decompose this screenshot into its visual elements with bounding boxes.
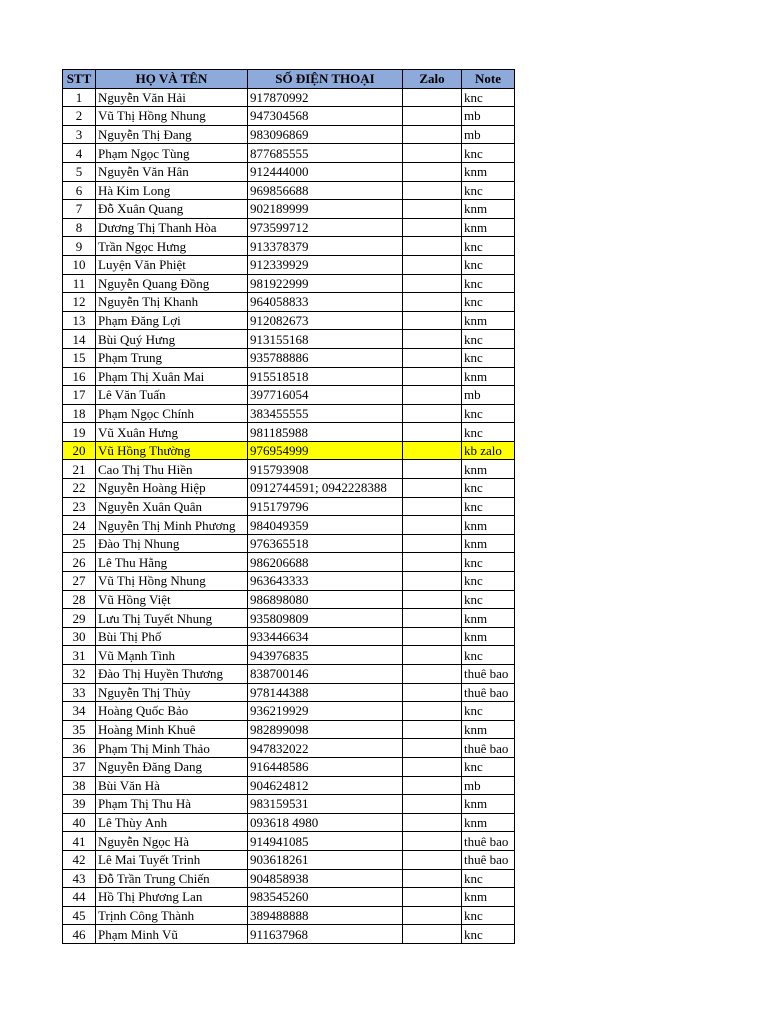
cell-name[interactable]: Nguyễn Thị Đang (96, 125, 248, 144)
cell-name[interactable]: Lê Mai Tuyết Trinh (96, 850, 248, 869)
cell-note[interactable]: knc (462, 497, 515, 516)
cell-note[interactable]: mb (462, 386, 515, 405)
table-row-highlighted (63, 441, 515, 460)
cell-zalo[interactable] (403, 646, 462, 665)
cell-zalo[interactable] (403, 144, 462, 163)
cell-zalo[interactable] (403, 720, 462, 739)
cell-name[interactable]: Nguyễn Thị Thủy (96, 683, 248, 702)
table-row (63, 125, 515, 144)
cell-phone[interactable]: 947832022 (248, 739, 403, 758)
table-row (63, 404, 515, 423)
table-row (63, 888, 515, 907)
cell-stt[interactable]: 12 (63, 293, 96, 312)
cell-stt[interactable]: 2 (63, 107, 96, 126)
cell-phone[interactable]: 912082673 (248, 311, 403, 330)
cell-zalo[interactable] (403, 832, 462, 851)
table-row (63, 497, 515, 516)
cell-phone[interactable]: 963643333 (248, 572, 403, 591)
cell-phone[interactable]: 983545260 (248, 888, 403, 907)
cell-name[interactable]: Nguyễn Thị Minh Phương (96, 516, 248, 535)
table-row (63, 813, 515, 832)
cell-name[interactable]: Nguyễn Văn Hải (96, 88, 248, 107)
cell-zalo[interactable] (403, 906, 462, 925)
cell-phone[interactable]: 976954999 (248, 441, 403, 460)
cell-name[interactable]: Bùi Quý Hưng (96, 330, 248, 349)
cell-stt[interactable]: 44 (63, 888, 96, 907)
cell-zalo[interactable] (403, 107, 462, 126)
cell-stt[interactable]: 3 (63, 125, 96, 144)
cell-name[interactable]: Vũ Mạnh Tình (96, 646, 248, 665)
cell-zalo[interactable] (403, 293, 462, 312)
cell-phone[interactable]: 902189999 (248, 200, 403, 219)
cell-name[interactable]: Đào Thị Nhung (96, 534, 248, 553)
cell-name[interactable]: Hoàng Minh Khuê (96, 720, 248, 739)
cell-name[interactable]: Nguyễn Văn Hân (96, 162, 248, 181)
cell-note[interactable]: knc (462, 293, 515, 312)
cell-zalo[interactable] (403, 776, 462, 795)
cell-note[interactable]: mb (462, 776, 515, 795)
table-row (63, 330, 515, 349)
cell-note[interactable]: knm (462, 534, 515, 553)
cell-stt[interactable]: 5 (63, 162, 96, 181)
cell-zalo[interactable] (403, 311, 462, 330)
cell-stt[interactable]: 19 (63, 423, 96, 442)
cell-stt[interactable]: 4 (63, 144, 96, 163)
table-row (63, 237, 515, 256)
cell-phone[interactable]: 904858938 (248, 869, 403, 888)
table-row (63, 553, 515, 572)
table-row (63, 88, 515, 107)
cell-note[interactable]: knc (462, 757, 515, 776)
cell-note[interactable]: knc (462, 423, 515, 442)
cell-phone[interactable]: 964058833 (248, 293, 403, 312)
cell-note[interactable]: knm (462, 795, 515, 814)
cell-note[interactable]: knc (462, 553, 515, 572)
cell-note[interactable]: knc (462, 88, 515, 107)
cell-name[interactable]: Nguyễn Ngọc Hà (96, 832, 248, 851)
cell-name[interactable]: Phạm Đăng Lợi (96, 311, 248, 330)
cell-name[interactable]: Đỗ Xuân Quang (96, 200, 248, 219)
table-row (63, 516, 515, 535)
cell-stt[interactable]: 7 (63, 200, 96, 219)
cell-phone[interactable]: 969856688 (248, 181, 403, 200)
cell-note[interactable]: knc (462, 590, 515, 609)
cell-zalo[interactable] (403, 386, 462, 405)
contact-table (62, 69, 515, 944)
cell-note[interactable]: knm (462, 218, 515, 237)
cell-name[interactable]: Dương Thị Thanh Hòa (96, 218, 248, 237)
cell-zalo[interactable] (403, 479, 462, 498)
table-row (63, 386, 515, 405)
cell-zalo[interactable] (403, 441, 462, 460)
table-body (63, 88, 515, 943)
cell-zalo[interactable] (403, 88, 462, 107)
cell-name[interactable]: Hồ Thị Phương Lan (96, 888, 248, 907)
cell-stt[interactable]: 20 (63, 441, 96, 460)
cell-zalo[interactable] (403, 162, 462, 181)
cell-phone[interactable]: 397716054 (248, 386, 403, 405)
cell-stt[interactable]: 38 (63, 776, 96, 795)
table-row (63, 534, 515, 553)
cell-phone[interactable]: 877685555 (248, 144, 403, 163)
cell-note[interactable]: knc (462, 274, 515, 293)
cell-stt[interactable]: 46 (63, 925, 96, 944)
table-row (63, 665, 515, 684)
cell-zalo[interactable] (403, 869, 462, 888)
cell-name[interactable]: Lưu Thị Tuyết Nhung (96, 609, 248, 628)
cell-note[interactable]: knm (462, 609, 515, 628)
cell-zalo[interactable] (403, 348, 462, 367)
cell-phone[interactable]: 916448586 (248, 757, 403, 776)
cell-note[interactable]: knm (462, 367, 515, 386)
cell-stt[interactable]: 25 (63, 534, 96, 553)
cell-note[interactable]: knm (462, 888, 515, 907)
cell-stt[interactable]: 1 (63, 88, 96, 107)
cell-note[interactable]: thuê bao (462, 832, 515, 851)
table-row (63, 925, 515, 944)
cell-phone[interactable]: 935788886 (248, 348, 403, 367)
cell-phone[interactable]: 943976835 (248, 646, 403, 665)
table-row (63, 702, 515, 721)
cell-zalo[interactable] (403, 255, 462, 274)
cell-name[interactable]: Hà Kim Long (96, 181, 248, 200)
cell-stt[interactable]: 43 (63, 869, 96, 888)
cell-note[interactable]: knc (462, 479, 515, 498)
cell-note[interactable]: knc (462, 237, 515, 256)
cell-phone[interactable]: 984049359 (248, 516, 403, 535)
table-row (63, 869, 515, 888)
cell-zalo[interactable] (403, 125, 462, 144)
cell-name[interactable]: Phạm Ngọc Chính (96, 404, 248, 423)
cell-note[interactable]: knm (462, 720, 515, 739)
cell-name[interactable]: Lê Thu Hằng (96, 553, 248, 572)
cell-note[interactable]: knc (462, 144, 515, 163)
table-row (63, 850, 515, 869)
cell-zalo[interactable] (403, 590, 462, 609)
cell-note[interactable]: knm (462, 162, 515, 181)
cell-phone[interactable]: 913378379 (248, 237, 403, 256)
table-row (63, 255, 515, 274)
cell-phone[interactable]: 986206688 (248, 553, 403, 572)
table-row (63, 776, 515, 795)
cell-phone[interactable]: 389488888 (248, 906, 403, 925)
cell-stt[interactable]: 40 (63, 813, 96, 832)
table-row (63, 144, 515, 163)
cell-zalo[interactable] (403, 702, 462, 721)
cell-zalo[interactable] (403, 516, 462, 535)
cell-phone[interactable]: 983159531 (248, 795, 403, 814)
table-row (63, 739, 515, 758)
cell-phone[interactable]: 973599712 (248, 218, 403, 237)
table-row (63, 200, 515, 219)
cell-note[interactable]: knc (462, 869, 515, 888)
cell-stt[interactable]: 39 (63, 795, 96, 814)
table-row (63, 479, 515, 498)
cell-stt[interactable]: 22 (63, 479, 96, 498)
cell-stt[interactable]: 29 (63, 609, 96, 628)
cell-stt[interactable]: 36 (63, 739, 96, 758)
header-phone[interactable]: SỐ ĐIỆN THOẠI (248, 70, 403, 89)
cell-zalo[interactable] (403, 460, 462, 479)
table-row (63, 627, 515, 646)
cell-phone[interactable]: 917870992 (248, 88, 403, 107)
table-row (63, 107, 515, 126)
cell-stt[interactable]: 24 (63, 516, 96, 535)
header-row (63, 70, 515, 89)
cell-zalo[interactable] (403, 237, 462, 256)
cell-stt[interactable]: 30 (63, 627, 96, 646)
table-row (63, 460, 515, 479)
cell-name[interactable]: Phạm Thị Minh Thảo (96, 739, 248, 758)
cell-zalo[interactable] (403, 553, 462, 572)
table-row (63, 367, 515, 386)
cell-phone[interactable]: 838700146 (248, 665, 403, 684)
cell-name[interactable]: Trịnh Công Thành (96, 906, 248, 925)
cell-name[interactable]: Nguyễn Quang Đồng (96, 274, 248, 293)
cell-phone[interactable]: 947304568 (248, 107, 403, 126)
cell-name[interactable]: Phạm Ngọc Tùng (96, 144, 248, 163)
cell-phone[interactable]: 982899098 (248, 720, 403, 739)
cell-stt[interactable]: 26 (63, 553, 96, 572)
cell-name[interactable]: Bùi Văn Hà (96, 776, 248, 795)
table-row (63, 590, 515, 609)
cell-note[interactable]: thuê bao (462, 683, 515, 702)
cell-phone[interactable]: 986898080 (248, 590, 403, 609)
cell-stt[interactable]: 34 (63, 702, 96, 721)
cell-name[interactable]: Nguyễn Xuân Quân (96, 497, 248, 516)
cell-zalo[interactable] (403, 404, 462, 423)
cell-stt[interactable]: 31 (63, 646, 96, 665)
cell-name[interactable]: Lê Văn Tuấn (96, 386, 248, 405)
cell-stt[interactable]: 13 (63, 311, 96, 330)
cell-stt[interactable]: 18 (63, 404, 96, 423)
cell-name[interactable]: Bùi Thị Phố (96, 627, 248, 646)
cell-phone[interactable]: 0912744591; 0942228388 (248, 479, 403, 498)
cell-phone[interactable]: 915179796 (248, 497, 403, 516)
cell-note[interactable]: knc (462, 181, 515, 200)
cell-name[interactable]: Vũ Thị Hồng Nhung (96, 572, 248, 591)
cell-phone[interactable]: 912339929 (248, 255, 403, 274)
cell-stt[interactable]: 32 (63, 665, 96, 684)
header-zalo[interactable]: Zalo (403, 70, 462, 89)
cell-phone[interactable]: 981185988 (248, 423, 403, 442)
cell-name[interactable]: Đào Thị Huyền Thương (96, 665, 248, 684)
cell-zalo[interactable] (403, 181, 462, 200)
cell-note[interactable]: thuê bao (462, 850, 515, 869)
table-row (63, 906, 515, 925)
table-row (63, 181, 515, 200)
cell-phone[interactable]: 911637968 (248, 925, 403, 944)
cell-phone[interactable]: 383455555 (248, 404, 403, 423)
table-row (63, 274, 515, 293)
cell-note[interactable]: knc (462, 330, 515, 349)
cell-phone[interactable]: 912444000 (248, 162, 403, 181)
cell-stt[interactable]: 23 (63, 497, 96, 516)
cell-stt[interactable]: 9 (63, 237, 96, 256)
cell-note[interactable]: knm (462, 311, 515, 330)
cell-name[interactable]: Phạm Minh Vũ (96, 925, 248, 944)
table-header (63, 70, 515, 89)
cell-stt[interactable]: 27 (63, 572, 96, 591)
cell-name[interactable]: Nguyễn Đăng Dang (96, 757, 248, 776)
table-row (63, 757, 515, 776)
cell-zalo[interactable] (403, 200, 462, 219)
cell-note[interactable]: knm (462, 200, 515, 219)
cell-stt[interactable]: 42 (63, 850, 96, 869)
cell-stt[interactable]: 33 (63, 683, 96, 702)
cell-name[interactable]: Vũ Thị Hồng Nhung (96, 107, 248, 126)
cell-note[interactable]: knm (462, 813, 515, 832)
header-note[interactable]: Note (462, 70, 515, 89)
cell-zalo[interactable] (403, 534, 462, 553)
cell-note[interactable]: knc (462, 702, 515, 721)
cell-name[interactable]: Luyện Văn Phiệt (96, 255, 248, 274)
cell-note[interactable]: knc (462, 646, 515, 665)
cell-stt[interactable]: 10 (63, 255, 96, 274)
cell-note[interactable]: knc (462, 404, 515, 423)
table-row (63, 795, 515, 814)
cell-phone[interactable]: 915793908 (248, 460, 403, 479)
cell-phone[interactable]: 983096869 (248, 125, 403, 144)
cell-name[interactable]: Phạm Thị Xuân Mai (96, 367, 248, 386)
cell-name[interactable]: Vũ Xuân Hưng (96, 423, 248, 442)
table-row (63, 683, 515, 702)
cell-zalo[interactable] (403, 925, 462, 944)
cell-name[interactable]: Phạm Thị Thu Hà (96, 795, 248, 814)
cell-note[interactable]: knc (462, 906, 515, 925)
table-row (63, 646, 515, 665)
cell-zalo[interactable] (403, 609, 462, 628)
cell-stt[interactable]: 35 (63, 720, 96, 739)
cell-zalo[interactable] (403, 627, 462, 646)
cell-phone[interactable]: 981922999 (248, 274, 403, 293)
table-row (63, 832, 515, 851)
table-row (63, 348, 515, 367)
cell-phone[interactable]: 914941085 (248, 832, 403, 851)
cell-stt[interactable]: 37 (63, 757, 96, 776)
cell-note[interactable]: thuê bao (462, 665, 515, 684)
cell-zalo[interactable] (403, 795, 462, 814)
cell-stt[interactable]: 15 (63, 348, 96, 367)
table-row (63, 293, 515, 312)
cell-zalo[interactable] (403, 497, 462, 516)
cell-name[interactable]: Vũ Hồng Thường (96, 441, 248, 460)
table-row (63, 311, 515, 330)
cell-zalo[interactable] (403, 330, 462, 349)
cell-phone[interactable]: 915518518 (248, 367, 403, 386)
cell-note[interactable]: knm (462, 627, 515, 646)
cell-name[interactable]: Nguyễn Hoàng Hiệp (96, 479, 248, 498)
cell-zalo[interactable] (403, 739, 462, 758)
cell-note[interactable]: kb zalo (462, 441, 515, 460)
cell-name[interactable]: Vũ Hồng Việt (96, 590, 248, 609)
cell-zalo[interactable] (403, 850, 462, 869)
cell-phone[interactable]: 935809809 (248, 609, 403, 628)
cell-stt[interactable]: 16 (63, 367, 96, 386)
cell-zalo[interactable] (403, 683, 462, 702)
cell-phone[interactable]: 978144388 (248, 683, 403, 702)
cell-stt[interactable]: 45 (63, 906, 96, 925)
cell-note[interactable]: mb (462, 107, 515, 126)
header-name[interactable]: HỌ VÀ TÊN (96, 70, 248, 89)
cell-phone[interactable]: 904624812 (248, 776, 403, 795)
cell-name[interactable]: Lê Thùy Anh (96, 813, 248, 832)
cell-zalo[interactable] (403, 218, 462, 237)
cell-phone[interactable]: 936219929 (248, 702, 403, 721)
table-row (63, 423, 515, 442)
cell-name[interactable]: Nguyễn Thị Khanh (96, 293, 248, 312)
cell-name[interactable]: Phạm Trung (96, 348, 248, 367)
cell-note[interactable]: knc (462, 572, 515, 591)
cell-name[interactable]: Hoàng Quốc Bảo (96, 702, 248, 721)
cell-stt[interactable]: 14 (63, 330, 96, 349)
cell-zalo[interactable] (403, 367, 462, 386)
cell-stt[interactable]: 21 (63, 460, 96, 479)
cell-note[interactable]: knm (462, 516, 515, 535)
table-row (63, 218, 515, 237)
cell-stt[interactable]: 28 (63, 590, 96, 609)
cell-phone[interactable]: 913155168 (248, 330, 403, 349)
cell-zalo[interactable] (403, 572, 462, 591)
cell-note[interactable]: knm (462, 460, 515, 479)
cell-stt[interactable]: 17 (63, 386, 96, 405)
cell-phone[interactable]: 933446634 (248, 627, 403, 646)
table-row (63, 572, 515, 591)
cell-zalo[interactable] (403, 274, 462, 293)
cell-stt[interactable]: 8 (63, 218, 96, 237)
cell-name[interactable]: Đỗ Trần Trung Chiến (96, 869, 248, 888)
cell-note[interactable]: thuê bao (462, 739, 515, 758)
cell-zalo[interactable] (403, 423, 462, 442)
cell-phone[interactable]: 903618261 (248, 850, 403, 869)
cell-note[interactable]: mb (462, 125, 515, 144)
cell-name[interactable]: Cao Thị Thu Hiền (96, 460, 248, 479)
cell-zalo[interactable] (403, 757, 462, 776)
cell-stt[interactable]: 41 (63, 832, 96, 851)
cell-zalo[interactable] (403, 665, 462, 684)
table-row (63, 162, 515, 181)
table-row (63, 720, 515, 739)
cell-note[interactable]: knc (462, 348, 515, 367)
cell-stt[interactable]: 6 (63, 181, 96, 200)
cell-zalo[interactable] (403, 813, 462, 832)
cell-note[interactable]: knc (462, 255, 515, 274)
cell-note[interactable]: knc (462, 925, 515, 944)
cell-phone[interactable]: 976365518 (248, 534, 403, 553)
cell-zalo[interactable] (403, 888, 462, 907)
cell-name[interactable]: Trần Ngọc Hưng (96, 237, 248, 256)
table-row (63, 609, 515, 628)
cell-phone[interactable]: 093618 4980 (248, 813, 403, 832)
cell-stt[interactable]: 11 (63, 274, 96, 293)
header-stt[interactable]: STT (63, 70, 96, 89)
